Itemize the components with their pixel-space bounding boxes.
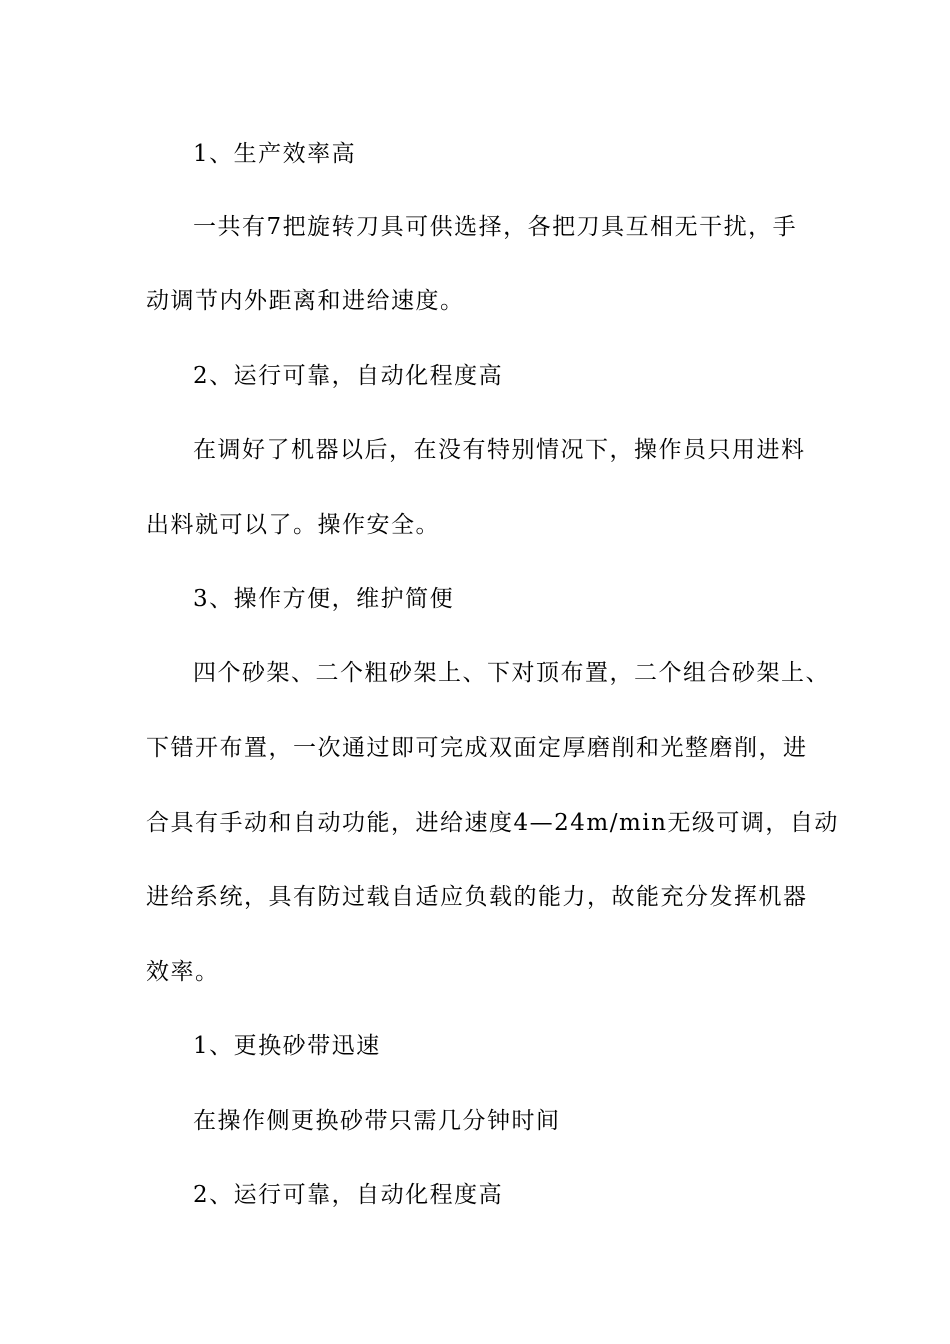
section-heading: 1、生产效率高 <box>193 141 357 167</box>
section-heading: 2、运行可靠，自动化程度高 <box>193 1182 504 1208</box>
paragraph-line: 效率。 <box>146 959 220 985</box>
paragraph-line: 一共有7把旋转刀具可供选择，各把刀具互相无干扰，手 <box>193 214 798 240</box>
paragraph-line: 四个砂架、二个粗砂架上、下对顶布置，二个组合砂架上、 <box>193 660 830 686</box>
section-heading: 1、更换砂带迅速 <box>193 1033 381 1059</box>
paragraph-line: 在操作侧更换砂带只需几分钟时间 <box>193 1108 561 1134</box>
section-heading: 3、操作方便，维护简便 <box>193 586 455 612</box>
paragraph-line: 合具有手动和自动功能，进给速度4—24m/min无级可调，自动 <box>146 810 839 836</box>
paragraph-line: 出料就可以了。操作安全。 <box>146 512 440 538</box>
paragraph-line: 动调节内外距离和进给速度。 <box>146 288 465 314</box>
paragraph-line: 下错开布置，一次通过即可完成双面定厚磨削和光整磨削，进 <box>146 735 808 761</box>
paragraph-line: 进给系统，具有防过载自适应负载的能力，故能充分发挥机器 <box>146 884 808 910</box>
paragraph-line: 在调好了机器以后，在没有特别情况下，操作员只用进料 <box>193 437 806 463</box>
section-heading: 2、运行可靠，自动化程度高 <box>193 363 504 389</box>
